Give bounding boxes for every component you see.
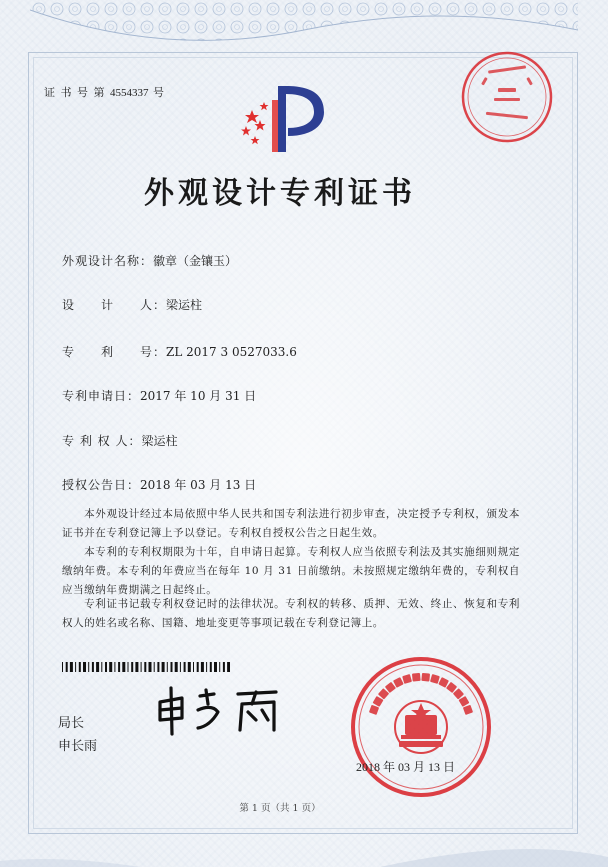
patentee-value: 梁运柱 bbox=[141, 434, 178, 448]
signatory-title: 局长 bbox=[58, 716, 85, 731]
designer-value: 梁运柱 bbox=[166, 298, 203, 312]
page-title: 外观设计专利证书 bbox=[144, 176, 416, 211]
patent-number-label: 专 利 号： bbox=[62, 345, 167, 359]
field-filing-date bbox=[62, 387, 256, 404]
certificate-number-value: 4554337 bbox=[110, 87, 149, 99]
filing-date-label: 专利申请日： bbox=[62, 389, 141, 403]
field-patent-number bbox=[62, 343, 297, 360]
body-paragraph-1 bbox=[62, 505, 520, 543]
body-paragraph-3 bbox=[62, 595, 520, 633]
official-seal-icon bbox=[348, 654, 494, 800]
certificate-number-prefix: 证 书 号 第 bbox=[44, 86, 106, 99]
design-name-label: 外观设计名称： bbox=[62, 254, 154, 268]
certificate-number-suffix: 号 bbox=[153, 86, 165, 99]
filing-date-value: 2017 年 10 月 31 日 bbox=[140, 389, 257, 403]
patentee-label: 专 利 权 人： bbox=[62, 434, 142, 448]
announcement-date-label: 授权公告日： bbox=[62, 478, 141, 492]
body-paragraph-2 bbox=[62, 543, 520, 600]
official-seal-small-icon bbox=[458, 48, 556, 146]
barcode-icon bbox=[62, 662, 230, 672]
field-announcement-date bbox=[62, 476, 256, 493]
field-patentee bbox=[62, 432, 177, 449]
body-paragraph-2-text: 本专利的专利权期限为十年，自申请日起算。专利权人应当依照专利法及其实施细则规定缴纳年费。本专利的年费应当在每年 10 月 31 日前缴纳。未按照规定缴纳年费的，专利权自应当缴纳年费期满之日起终止。 bbox=[62, 546, 520, 596]
patent-number-value: ZL 2017 3 0527033.6 bbox=[166, 345, 297, 359]
handwritten-signature bbox=[152, 684, 302, 738]
field-designer bbox=[62, 296, 202, 313]
body-paragraph-1-text: 本外观设计经过本局依照中华人民共和国专利法进行初步审查，决定授予专利权，颁发本证书并在专利登记簿上予以登记。专利权自授权公告之日起生效。 bbox=[62, 508, 520, 539]
designer-label: 设 计 人： bbox=[62, 298, 167, 312]
field-design-name bbox=[62, 252, 237, 269]
certificate-number bbox=[44, 84, 165, 100]
seal-date: 2018 年 03 月 13 日 bbox=[356, 760, 456, 774]
page-footer: 第 1 页（共 1 页） bbox=[239, 803, 321, 814]
announcement-date-value: 2018 年 03 月 13 日 bbox=[140, 478, 257, 492]
bottom-ornament bbox=[0, 827, 608, 867]
cnipa-logo-icon bbox=[238, 80, 330, 158]
body-paragraph-3-text: 专利证书记载专利权登记时的法律状况。专利权的转移、质押、无效、终止、恢复和专利权人的姓名或名称、国籍、地址变更等事项记载在专利登记簿上。 bbox=[62, 598, 520, 629]
signatory-name: 申长雨 bbox=[58, 739, 98, 754]
design-name-value: 徽章（金镶玉） bbox=[153, 254, 238, 268]
